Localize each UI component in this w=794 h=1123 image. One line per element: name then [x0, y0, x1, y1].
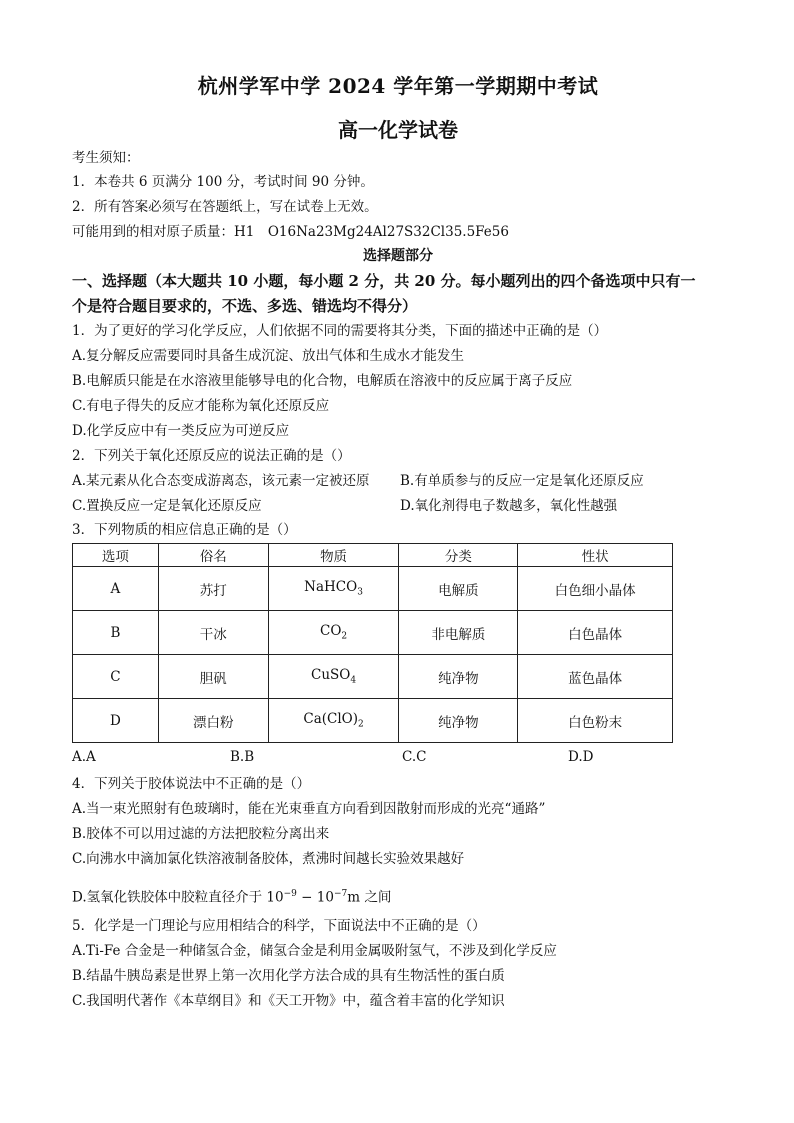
- option-cell: A: [73, 567, 159, 611]
- table-header-cell: 物质: [268, 544, 399, 567]
- common-name-cell: 漂白粉: [158, 699, 268, 743]
- table-row: [73, 611, 673, 655]
- common-name-cell: 苏打: [158, 567, 268, 611]
- property-cell: 蓝色晶体: [518, 655, 673, 699]
- property-cell: 白色细小晶体: [518, 567, 673, 611]
- q1-option-a: A.复分解反应需要同时具备生成沉淀、放出气体和生成水才能发生: [72, 348, 465, 364]
- q1-option-b: B.电解质只能是在水溶液里能够导电的化合物，电解质在溶液中的反应属于离子反应: [72, 373, 573, 389]
- q3-stem: 3．下列物质的相应信息正确的是（）: [72, 522, 297, 538]
- table-header-cell: 性状: [518, 544, 673, 567]
- table-row: [73, 567, 673, 611]
- table-header-row: [73, 544, 673, 567]
- common-name-cell: 干冰: [158, 611, 268, 655]
- q4-option-d: D.氢氧化铁胶体中胶粒直径介于 $10^{-9} - 10^{-7}m$ 之间: [72, 889, 392, 906]
- property-cell: 白色晶体: [518, 611, 673, 655]
- q4-option-c: C.向沸水中滴加氯化铁溶液制备胶体，煮沸时间越长实验效果越好: [72, 851, 465, 867]
- formula-cell: CuSO$_4$: [268, 655, 399, 699]
- q5-option-c: C.我国明代著作《本草纲目》和《天工开物》中，蕴含着丰富的化学知识: [72, 993, 505, 1009]
- formula-cell: $CO_2$: [268, 611, 399, 655]
- atomic-masses: 可能用到的相对原子质量：H1 O16Na23Mg24Al27S32Cl35.5Fe56: [72, 224, 509, 240]
- property-cell: 白色粉末: [518, 699, 673, 743]
- class-cell: 纯净物: [399, 699, 518, 743]
- class-cell: 纯净物: [399, 655, 518, 699]
- q4-option-b: B.胶体不可以用过滤的方法把胶粒分离出来: [72, 826, 330, 842]
- notice-item-1: 1．本卷共 6 页满分 100 分，考试时间 90 分钟。: [72, 174, 374, 190]
- table-header-cell: 俗名: [158, 544, 268, 567]
- class-cell: 电解质: [399, 567, 518, 611]
- q2-option-a: A.某元素从化合态变成游离态，该元素一定被还原: [72, 473, 370, 489]
- q5-option-b: B.结晶牛胰岛素是世界上第一次用化学方法合成的具有生物活性的蛋白质: [72, 968, 505, 984]
- q5-option-a: A.Ti-Fe 合金是一种储氢合金，储氢合金是利用金属吸附氢气，不涉及到化学反应: [72, 943, 557, 959]
- table-row: [73, 655, 673, 699]
- option-cell: D: [73, 699, 159, 743]
- table-row: [73, 699, 673, 743]
- formula-cell: $Ca(ClO)_2$: [268, 699, 399, 743]
- section-instruction-1: 一、选择题（本大题共 10 小题，每小题 2 分，共 20 分。每小题列出的四个备选项中只有一: [72, 272, 696, 290]
- q4-option-a: A.当一束光照射有色玻璃时，能在光束垂直方向看到因散射而形成的光亮“通路”: [72, 801, 546, 817]
- q1-option-d: D.化学反应中有一类反应为可逆反应: [72, 423, 290, 439]
- class-cell: 非电解质: [399, 611, 518, 655]
- formula-cell: NaHCO$_3$: [268, 567, 399, 611]
- option-cell: B: [73, 611, 159, 655]
- q1-stem: 1．为了更好的学习化学反应，人们依据不同的需要将其分类，下面的描述中正确的是（）: [72, 323, 608, 339]
- q2-option-c: C.置换反应一定是氧化还原反应: [72, 498, 262, 514]
- q3-choice-b: B.B: [230, 749, 255, 765]
- notice-heading: 考生须知：: [72, 150, 140, 166]
- q3-choice-a: A.A: [72, 749, 96, 765]
- substance-table: [72, 543, 673, 743]
- q3-choice-c: C.C: [402, 749, 427, 765]
- part-title: 选择题部分: [363, 248, 433, 264]
- option-cell: C: [73, 655, 159, 699]
- q3-choice-d: D.D: [568, 749, 594, 765]
- common-name-cell: 胆矾: [158, 655, 268, 699]
- q2-stem: 2．下列关于氧化还原反应的说法正确的是（）: [72, 448, 351, 464]
- exam-subtitle: 高一化学试卷: [338, 118, 458, 142]
- q2-option-b: B.有单质参与的反应一定是氧化还原反应: [400, 473, 644, 489]
- table-header-cell: 选项: [73, 544, 159, 567]
- notice-item-2: 2．所有答案必须写在答题纸上，写在试卷上无效。: [72, 199, 378, 215]
- exam-title: 杭州学军中学 2024 学年第一学期期中考试: [197, 74, 599, 98]
- q5-stem: 5．化学是一门理论与应用相结合的科学，下面说法中不正确的是（）: [72, 918, 486, 934]
- table-header-cell: 分类: [399, 544, 518, 567]
- section-instruction-2: 个是符合题目要求的，不选、多选、错选均不得分）: [72, 297, 418, 315]
- q4-stem: 4．下列关于胶体说法中不正确的是（）: [72, 776, 311, 792]
- q1-option-c: C.有电子得失的反应才能称为氧化还原反应: [72, 398, 330, 414]
- q2-option-d: D.氧化剂得电子数越多，氧化性越强: [400, 498, 618, 514]
